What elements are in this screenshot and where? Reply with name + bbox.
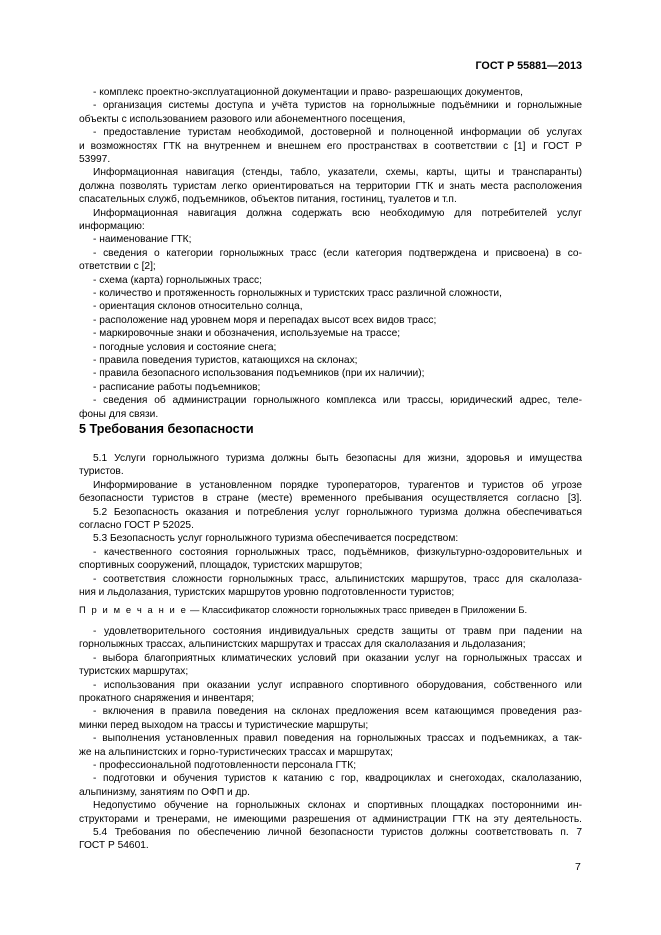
top-text-line: - правила безопасного использования подъемников (при их наличии); [93, 368, 425, 380]
bottom-text-line: Недопустимо обучение на горнолыжных склонах и спортивных площадках посторонними ин- [93, 800, 582, 812]
top-text-line: - схема (карта) горнолыжных трасс; [93, 274, 262, 286]
top-text-line: - организация системы доступа и учёта туристов на горнолыжные подъёмники и горнолыжные [93, 100, 582, 112]
mid-text-line: Информирование в установленном порядке туроператоров, турагентов и туристов об угрозе [93, 479, 582, 491]
mid-text-line: 5.3 Безопасность услуг горнолыжного туризма обеспечивается посредством: [93, 533, 459, 545]
top-text-line: - количество и протяженность горнолыжных и туристских трасс различной сложности, [93, 288, 502, 299]
top-text-line: объекты с использованием разового или абонементного посещения, [79, 113, 406, 125]
bottom-text-line: же на альпинистских и горно-туристических трассах и маршрутах; [79, 746, 394, 758]
note [79, 603, 582, 616]
top-text-line: - комплекс проектно-эксплуатационной документации и право- разрешающих документов, [93, 87, 524, 98]
top-text-line: Информационная навигация (стенды, табло, указатели, схемы, карты, щиты и транспаранты) [93, 167, 582, 179]
bottom-text-line: - профессиональной подготовленности персонала ГТК; [93, 760, 357, 771]
top-text-line: - наименование ГТК; [93, 234, 192, 246]
mid-text-line: - соответствия сложности горнолыжных трасс, альпинистских маршрутов, трасс для скалолаза- [93, 573, 582, 585]
top-text-line: и возможностях ГТК на внутреннем и внешнем его пространствах в соответствии с [1] и ГОСТ Р [79, 140, 582, 152]
top-text-line: - маркировочные знаки и обозначения, используемые на трассе; [93, 328, 401, 340]
mid-text-line: согласно ГОСТ Р 52025. [79, 520, 194, 531]
mid-text-line: туристов. [79, 466, 124, 478]
bottom-text-line: - удовлетворительного состояния индивидуальных средств защиты от травм при падении на [93, 626, 582, 637]
mid-text-line: спортивных сооружений, площадок, туристских маршрутов; [79, 560, 363, 572]
bottom-text-line: 5.4 Требования по обеспечению личной безопасности туристов должны соответствовать п. 7 [93, 827, 582, 838]
bottom-text-line: - выбора благоприятных климатических условий при оказании услуг на горнолыжных трассах и [93, 652, 582, 664]
bottom-text-line: минки перед выходом на трассы и туристические маршруты; [79, 719, 369, 731]
top-text-line: - погодные условия и состояние снега; [93, 341, 277, 353]
top-text-line: - сведения о категории горнолыжных трасс (если категория подтверждена и присвоена) в со- [93, 247, 582, 259]
bottom-text-line: альпинизму, занятиям по ОФП и др. [79, 786, 250, 798]
top-text-line: - расположение над уровнем моря и перепадах высот всех видов трасс; [93, 314, 437, 326]
bottom-text-line: ГОСТ Р 54601. [79, 840, 149, 852]
bottom-text-line: горнолыжных трассах, альпинистских маршрутах и трассах для скалолазания и льдолазания; [79, 639, 526, 651]
mid-text-line: ния и льдолазания, туристских маршрутов уровню подготовленности туристов; [79, 587, 455, 598]
top-text-line: - сведения об администрации горнолыжного комплекса или трассы, юридический адрес, теле- [93, 395, 582, 407]
document-header: ГОСТ Р 55881—2013 [475, 60, 582, 72]
top-text-line: ответствии с [2]; [79, 261, 156, 273]
top-text-line: информацию: [79, 221, 145, 232]
top-text-line: - ориентация склонов относительно солнца, [93, 301, 303, 313]
note-text: — Классификатор сложности горнолыжных трасс приведен в Приложении Б. [190, 604, 528, 615]
top-text-line: - правила поведения туристов, катающихся на склонах; [93, 355, 358, 366]
top-text-line: - расписание работы подъемников; [93, 381, 261, 393]
top-text-line: спасательных служб, подъемников, объектов питания, гостиниц, туалетов и т.п. [79, 194, 457, 206]
bottom-text-line: структорами и тренерами, не имеющими разрешения от администрации ГТК на эту деятельность. [79, 813, 582, 825]
top-text-line: 53997. [79, 154, 111, 165]
top-text-line: Информационная навигация должна содержать всю необходимую для потребителей услуг [93, 207, 582, 219]
mid-text-line: 5.1 Услуги горнолыжного туризма должны быть безопасны для жизни, здоровья и имущества [93, 453, 582, 464]
note-label: П р и м е ч а н и е [79, 604, 188, 615]
bottom-text-line: - включения в правила поведения на склонах предложения всем катающимся проведения раз- [93, 706, 582, 718]
bottom-text-line: - выполнения установленных правил поведения на горнолыжных трассах и подъемниках, а так- [93, 733, 582, 745]
bottom-text-line: прокатного снаряжения и инвентаря; [79, 693, 255, 704]
mid-text-line: безопасности туристов в стране (месте) временного пребывания осуществляется согласно [3]. [79, 493, 582, 505]
bottom-text-line: - использования при оказании услуг исправного спортивного оборудования, собственного или [93, 679, 582, 691]
section-heading: 5 Требования безопасности [79, 422, 254, 436]
top-text-line: должна позволять туристам легко ориентироваться на территории ГТК и знать места расположения [79, 180, 582, 192]
mid-text-line: - качественного состояния горнолыжных трасс, подъёмников, физкультурно-оздоровительных и [93, 546, 582, 558]
top-text-line: фоны для связи. [79, 408, 159, 420]
mid-text-line: 5.2 Безопасность оказания и потребления услуг горнолыжного туризма должна обеспечиваться [93, 506, 582, 518]
page-number: 7 [575, 861, 581, 873]
bottom-text-line: туристских маршрутах; [79, 666, 189, 678]
top-text-line: - предоставление туристам необходимой, достоверной и полноценной информации об услугах [93, 127, 582, 139]
bottom-text-line: - подготовки и обучения туристов к катанию с гор, квадроциклах и снегоходах, скалолазанию, [93, 773, 582, 785]
